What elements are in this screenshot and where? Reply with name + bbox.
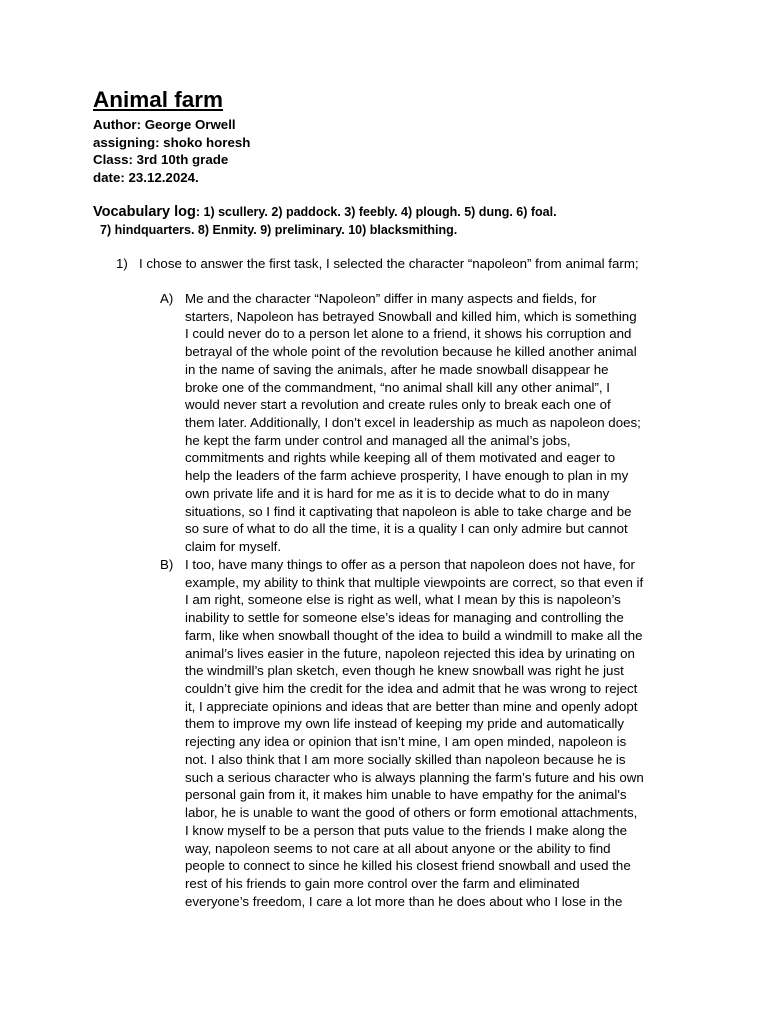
task-item <box>116 255 639 273</box>
date-line: date: 23.12.2024. <box>93 169 199 185</box>
author-line: Author: George Orwell <box>93 117 236 132</box>
answer-a-line: them later. Additionally, I don’t excel in leadership as much as napoleon does; <box>185 415 641 431</box>
answer-a-line: commitments and rights while keeping all of them motivated and eager to <box>185 450 616 466</box>
answer-b-line: example, my ability to think that multiple viewpoints are correct, so that even if <box>185 574 644 590</box>
answer-a-line: starters, Napoleon has betrayed Snowball and killed him, which is something <box>185 308 637 324</box>
vocabulary-log <box>93 203 693 239</box>
vocabulary-words-1: : 1) scullery. 2) paddock. 3) feebly. 4) plough. 5) dung. 6) foal. <box>195 205 557 219</box>
class-line: Class: 3rd 10th grade <box>93 152 229 168</box>
answer-b-line: people to connect to since he killed his closest friend snowball and used the <box>185 858 631 874</box>
answer-b-line: rest of his friends to gain more control over the farm and eliminated <box>185 875 580 891</box>
task-number: 1) <box>116 256 128 271</box>
answer-a-line: in the name of saving the animals, after he made snowball disappear he <box>185 361 609 377</box>
answer-b-line: not. I also think that I am more socially skilled than napoleon because he is <box>185 751 626 767</box>
vocabulary-label: Vocabulary log <box>93 204 196 220</box>
answer-b-line: inability to settle for someone else’s ideas for managing and controlling the <box>185 610 624 626</box>
answer-b-line: them to improve my own life instead of keeping my pride and automatically <box>185 716 625 732</box>
vocabulary-line-1 <box>93 203 693 221</box>
document-title: Animal farm <box>93 87 224 112</box>
answer-a-line: help the leaders of the farm achieve prosperity, I have enough to plan in my <box>185 468 629 484</box>
answer-b-line: such a serious character who is always planning the farm’s future and his own <box>185 769 644 785</box>
answer-a-line: Me and the character “Napoleon” differ in many aspects and fields, for <box>185 291 597 306</box>
document-meta <box>93 116 250 186</box>
answer-b-line: labor, he is unable to want the good of others or form emotional attachments, <box>185 805 638 821</box>
answer-b-line: I too, have many things to offer as a person that napoleon does not have, for <box>185 557 635 572</box>
answer-a-line: own private life and it is hard for me as it is to decide what to do in many <box>185 485 610 501</box>
answer-a-line: betrayal of the whole point of the revolution because he killed another animal <box>185 344 637 360</box>
answer-b-line: couldn’t give him the credit for the idea and admit that he was wrong to reject <box>185 681 638 697</box>
answer-b <box>160 556 644 910</box>
answer-b-line: personal gain from it, it makes him unable to have empathy for the animal's <box>185 787 627 803</box>
answer-a <box>160 290 641 556</box>
answer-a-line: situations, so I find it captivating that napoleon is able to take charge and be <box>185 503 632 519</box>
answer-b-line: it, I appreciate opinions and ideas that are better than mine and openly adopt <box>185 698 638 714</box>
assigning-line: assigning: shoko horesh <box>93 134 251 150</box>
answer-b-line: way, napoleon seems to not care at all about anyone or the ability to find <box>185 840 611 856</box>
answer-a-line: broke one of the commandment, “no animal shall kill any other animal”, I <box>185 379 610 395</box>
vocabulary-line-2: 7) hindquarters. 8) Enmity. 9) preliminary. 10) blacksmithing. <box>100 223 458 237</box>
answer-a-line: so sure of what to do all the time, it is a quality I can only admire but cannot <box>185 521 628 537</box>
answer-b-line: farm, like when snowball thought of the idea to build a windmill to make all the <box>185 627 643 643</box>
answer-a-text <box>185 290 641 556</box>
answer-b-line: everyone’s freedom, I care a lot more than he does about who I lose in the <box>185 893 623 909</box>
task-text: I chose to answer the first task, I selected the character “napoleon” from animal farm; <box>139 256 639 271</box>
answer-a-line: he kept the farm under control and managed all the animal’s jobs, <box>185 432 571 448</box>
answer-b-line: animal’s lives easier in the future, napoleon rejected this idea by urinating on <box>185 645 635 661</box>
answer-a-line: claim for myself. <box>185 539 282 555</box>
answer-b-line: I know myself to be a person that puts value to the friends I make along the <box>185 822 628 838</box>
answer-b-marker: B) <box>160 557 174 572</box>
answer-a-line: I could never do to a person let alone to a friend, it shows his corruption and <box>185 326 632 342</box>
answer-b-line: rejecting any idea or opinion that isn’t mine, I am open minded, napoleon is <box>185 734 627 750</box>
answer-a-marker: A) <box>160 291 174 306</box>
answer-b-text <box>185 556 644 910</box>
answer-b-line: I am right, someone else is right as well, what I mean by this is napoleon’s <box>185 592 621 608</box>
answer-a-line: would never start a revolution and create rules only to break each one of <box>185 397 611 413</box>
answer-b-line: the windmill’s plan sketch, even though he knew snowball was right he just <box>185 663 624 679</box>
